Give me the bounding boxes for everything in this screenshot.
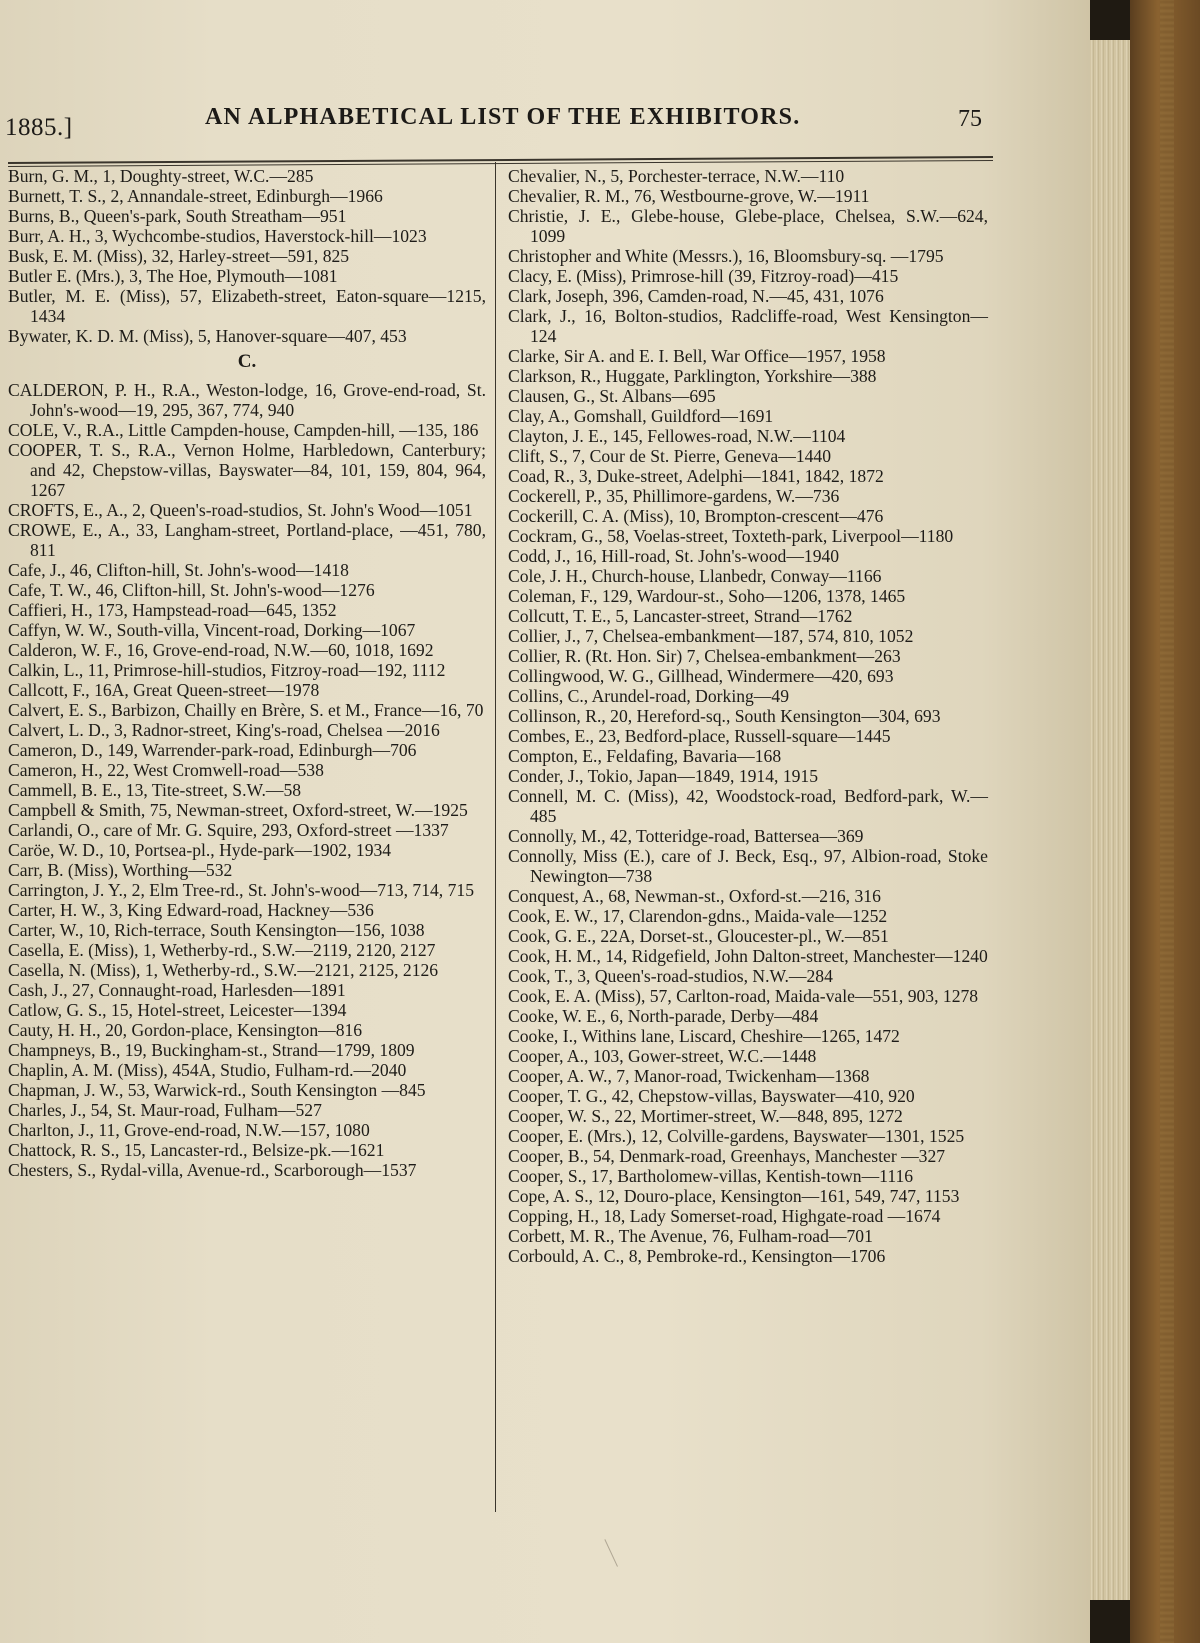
exhibitor-entry: Clarke, Sir A. and E. I. Bell, War Office—1957, 1958 [508,346,886,366]
exhibitor-entry: Chevalier, N., 5, Porchester-terrace, N.W.—110 [508,166,845,186]
exhibitor-entry: Chevalier, R. M., 76, Westbourne-grove, W.—1911 [508,186,870,206]
exhibitor-entry: Compton, E., Feldafing, Bavaria—168 [508,746,782,766]
exhibitor-entry: Calvert, L. D., 3, Radnor-street, King's-road, Chelsea —2016 [8,720,440,740]
exhibitor-entry: Collier, J., 7, Chelsea-embankment—187, 574, 810, 1052 [508,626,914,646]
exhibitor-entry: Charles, J., 54, St. Maur-road, Fulham—527 [8,1100,322,1120]
exhibitor-entry: Carter, H. W., 3, King Edward-road, Hackney—536 [8,900,374,920]
exhibitor-entry: Cameron, D., 149, Warrender-park-road, Edinburgh—706 [8,740,417,760]
exhibitor-entry: Chapman, J. W., 53, Warwick-rd., South Kensington —845 [8,1080,426,1100]
exhibitor-entry: Cooper, T. G., 42, Chepstow-villas, Bayswater—410, 920 [508,1086,915,1106]
exhibitor-entry: Carter, W., 10, Rich-terrace, South Kensington—156, 1038 [8,920,425,940]
page-edges [1090,40,1130,1600]
exhibitor-entry: Clark, J., 16, Bolton-studios, Radcliffe-road, West Kensington—124 [508,306,988,346]
exhibitor-entry: Cook, G. E., 22A, Dorset-st., Gloucester-pl., W.—851 [508,926,889,946]
section-heading: C. [237,351,257,372]
exhibitor-entry: Cook, E. W., 17, Clarendon-gdns., Maida-vale—1252 [508,906,888,926]
exhibitor-entry: Casella, N. (Miss), 1, Wetherby-rd., S.W.—2121, 2125, 2126 [8,960,439,980]
exhibitor-entry: Clarkson, R., Huggate, Parklington, Yorkshire—388 [508,366,877,386]
exhibitor-entry: Cockram, G., 58, Voelas-street, Toxteth-park, Liverpool—1180 [508,526,954,546]
exhibitor-entry: Calvert, E. S., Barbizon, Chailly en Brère, S. et M., France—16, 70 [8,700,484,720]
header-year: 1885.] [5,114,73,141]
exhibitor-entry: Cameron, H., 22, West Cromwell-road—538 [8,760,324,780]
exhibitor-entry: CROFTS, E., A., 2, Queen's-road-studios, St. John's Wood—1051 [8,500,473,520]
page-number: 75 [958,106,982,132]
exhibitor-entry: Cook, H. M., 14, Ridgefield, John Dalton-street, Manchester—1240 [508,946,988,966]
column-divider [495,162,496,1512]
exhibitor-entry: Champneys, B., 19, Buckingham-st., Strand—1799, 1809 [8,1040,415,1060]
exhibitor-entry: Cooke, I., Withins lane, Liscard, Cheshire—1265, 1472 [508,1026,900,1046]
exhibitor-entry: Corbett, M. R., The Avenue, 76, Fulham-road—701 [508,1226,873,1246]
exhibitor-entry: Clay, A., Gomshall, Guildford—1691 [508,406,774,426]
exhibitor-entry: Cash, J., 27, Connaught-road, Harlesden—1891 [8,980,346,1000]
exhibitor-entry: Cafe, T. W., 46, Clifton-hill, St. John's-wood—1276 [8,580,375,600]
cover-binding [1160,0,1174,1643]
exhibitor-entry: Clift, S., 7, Cour de St. Pierre, Geneva—1440 [508,446,832,466]
exhibitor-entry: CROWE, E., A., 33, Langham-street, Portland-place, —451, 780, 811 [8,520,486,560]
exhibitor-entry: Coleman, F., 129, Wardour-st., Soho—1206, 1378, 1465 [508,586,906,606]
exhibitor-entry: Cole, J. H., Church-house, Llanbedr, Conway—1166 [508,566,882,586]
exhibitor-entry: Callcott, F., 16A, Great Queen-street—1978 [8,680,320,700]
exhibitor-entry: Casella, E. (Miss), 1, Wetherby-rd., S.W.—2119, 2120, 2127 [8,940,436,960]
exhibitor-entry: Cockerell, P., 35, Phillimore-gardens, W.—736 [508,486,840,506]
exhibitor-entry: Corbould, A. C., 8, Pembroke-rd., Kensington—1706 [508,1246,886,1266]
left-entries-c [8,380,486,1180]
header-title: AN ALPHABETICAL LIST OF THE EXHIBITORS. [205,104,801,130]
exhibitor-entry: Cooper, S., 17, Bartholomew-villas, Kentish-town—1116 [508,1166,914,1186]
exhibitor-entry: Collins, C., Arundel-road, Dorking—49 [508,686,789,706]
exhibitor-entry: Collingwood, W. G., Gillhead, Windermere—420, 693 [508,666,894,686]
exhibitor-entry: Burns, B., Queen's-park, South Streatham—951 [8,206,347,226]
exhibitor-entry: Chattock, R. S., 15, Lancaster-rd., Belsize-pk.—1621 [8,1140,385,1160]
exhibitor-entry: Cooper, B., 54, Denmark-road, Greenhays, Manchester —327 [508,1146,946,1166]
exhibitor-entry: Codd, J., 16, Hill-road, St. John's-wood—1940 [508,546,840,566]
exhibitor-entry: Connolly, M., 42, Totteridge-road, Battersea—369 [508,826,864,846]
exhibitor-entry: Carr, B. (Miss), Worthing—532 [8,860,233,880]
exhibitor-entry: Conder, J., Tokio, Japan—1849, 1914, 1915 [508,766,819,786]
exhibitor-entry: COLE, V., R.A., Little Campden-house, Campden-hill, —135, 186 [8,420,479,440]
exhibitor-entry: Copping, H., 18, Lady Somerset-road, Highgate-road —1674 [508,1206,941,1226]
exhibitor-entry: Burnett, T. S., 2, Annandale-street, Edinburgh—1966 [8,186,383,206]
exhibitor-entry: Coad, R., 3, Duke-street, Adelphi—1841, 1842, 1872 [508,466,884,486]
exhibitor-entry: Butler E. (Mrs.), 3, The Hoe, Plymouth—1081 [8,266,338,286]
exhibitor-entry: Collier, R. (Rt. Hon. Sir) 7, Chelsea-embankment—263 [508,646,901,666]
exhibitor-entry: Conquest, A., 68, Newman-st., Oxford-st.—216, 316 [508,886,881,906]
exhibitor-entry: Christie, J. E., Glebe-house, Glebe-place, Chelsea, S.W.—624, 1099 [508,206,988,246]
exhibitor-entry: Caröe, W. D., 10, Portsea-pl., Hyde-park—1902, 1934 [8,840,392,860]
page-mark [604,1533,630,1567]
exhibitor-entry: Carrington, J. Y., 2, Elm Tree-rd., St. John's-wood—713, 714, 715 [8,880,474,900]
exhibitor-entry: Cooke, W. E., 6, North-parade, Derby—484 [508,1006,819,1026]
exhibitor-entry: Cooper, A. W., 7, Manor-road, Twickenham—1368 [508,1066,870,1086]
exhibitor-entry: Cook, T., 3, Queen's-road-studios, N.W.—284 [508,966,833,986]
exhibitor-entry: Calkin, L., 11, Primrose-hill-studios, Fitzroy-road—192, 1112 [8,660,446,680]
exhibitor-entry: Cooper, W. S., 22, Mortimer-street, W.—848, 895, 1272 [508,1106,903,1126]
exhibitor-entry: Butler, M. E. (Miss), 57, Elizabeth-street, Eaton-square—1215, 1434 [8,286,486,326]
exhibitor-entry: Clark, Joseph, 396, Camden-road, N.—45, 431, 1076 [508,286,884,306]
exhibitor-entry: Cope, A. S., 12, Douro-place, Kensington—161, 549, 747, 1153 [508,1186,960,1206]
exhibitor-entry: Cook, E. A. (Miss), 57, Carlton-road, Maida-vale—551, 903, 1278 [508,986,979,1006]
exhibitor-entry: Cafe, J., 46, Clifton-hill, St. John's-wood—1418 [8,560,349,580]
exhibitor-entry: Combes, E., 23, Bedford-place, Russell-square—1445 [508,726,891,746]
exhibitor-entry: Campbell & Smith, 75, Newman-street, Oxford-street, W.—1925 [8,800,468,820]
exhibitor-entry: Burr, A. H., 3, Wychcombe-studios, Haverstock-hill—1023 [8,226,427,246]
exhibitor-entry: Carlandi, O., care of Mr. G. Squire, 293, Oxford-street —1337 [8,820,449,840]
exhibitor-entry: Chesters, S., Rydal-villa, Avenue-rd., Scarborough—1537 [8,1160,417,1180]
right-entries [508,166,988,1266]
exhibitor-entry: Clayton, J. E., 145, Fellowes-road, N.W.—1104 [508,426,846,446]
exhibitor-entry: Christopher and White (Messrs.), 16, Bloomsbury-sq. —1795 [508,246,944,266]
exhibitor-entry: Collcutt, T. E., 5, Lancaster-street, Strand—1762 [508,606,853,626]
exhibitor-entry: COOPER, T. S., R.A., Vernon Holme, Harbledown, Canterbury; and 42, Chepstow-villas, Bayswater—84, 101, 159, 804, 964, 1267 [8,440,486,500]
exhibitor-entry: Caffyn, W. W., South-villa, Vincent-road, Dorking—1067 [8,620,416,640]
exhibitor-entry: Burn, G. M., 1, Doughty-street, W.C.—285 [8,166,314,186]
left-column [8,166,486,1180]
exhibitor-entry: Connolly, Miss (E.), care of J. Beck, Esq., 97, Albion-road, Stoke Newington—738 [508,846,988,886]
exhibitor-entry: Collinson, R., 20, Hereford-sq., South Kensington—304, 693 [508,706,941,726]
exhibitor-entry: Cauty, H. H., 20, Gordon-place, Kensington—816 [8,1020,363,1040]
exhibitor-entry: Chaplin, A. M. (Miss), 454A, Studio, Fulham-rd.—2040 [8,1060,407,1080]
page-header [0,100,1000,140]
right-column [508,166,988,1266]
exhibitor-entry: Bywater, K. D. M. (Miss), 5, Hanover-square—407, 453 [8,326,407,346]
exhibitor-entry: Catlow, G. S., 15, Hotel-street, Leicester—1394 [8,1000,347,1020]
exhibitor-entry: Caffieri, H., 173, Hampstead-road—645, 1352 [8,600,337,620]
exhibitor-entry: Clacy, E. (Miss), Primrose-hill (39, Fitzroy-road)—415 [508,266,899,286]
exhibitor-entry: Cockerill, C. A. (Miss), 10, Brompton-crescent—476 [508,506,884,526]
exhibitor-entry: Calderon, W. F., 16, Grove-end-road, N.W.—60, 1018, 1692 [8,640,434,660]
exhibitor-entry: Connell, M. C. (Miss), 42, Woodstock-road, Bedford-park, W.—485 [508,786,988,826]
exhibitor-entry: Cammell, B. E., 13, Tite-street, S.W.—58 [8,780,302,800]
exhibitor-entry: Cooper, E. (Mrs.), 12, Colville-gardens, Bayswater—1301, 1525 [508,1126,965,1146]
exhibitor-entry: Busk, E. M. (Miss), 32, Harley-street—591, 825 [8,246,350,266]
exhibitor-entry: CALDERON, P. H., R.A., Weston-lodge, 16, Grove-end-road, St. John's-wood—19, 295, 367, 774, 940 [8,380,486,420]
exhibitor-entry: Charlton, J., 11, Grove-end-road, N.W.—157, 1080 [8,1120,370,1140]
exhibitor-entry: Cooper, A., 103, Gower-street, W.C.—1448 [508,1046,817,1066]
left-entries-b [8,166,486,346]
exhibitor-entry: Clausen, G., St. Albans—695 [508,386,716,406]
